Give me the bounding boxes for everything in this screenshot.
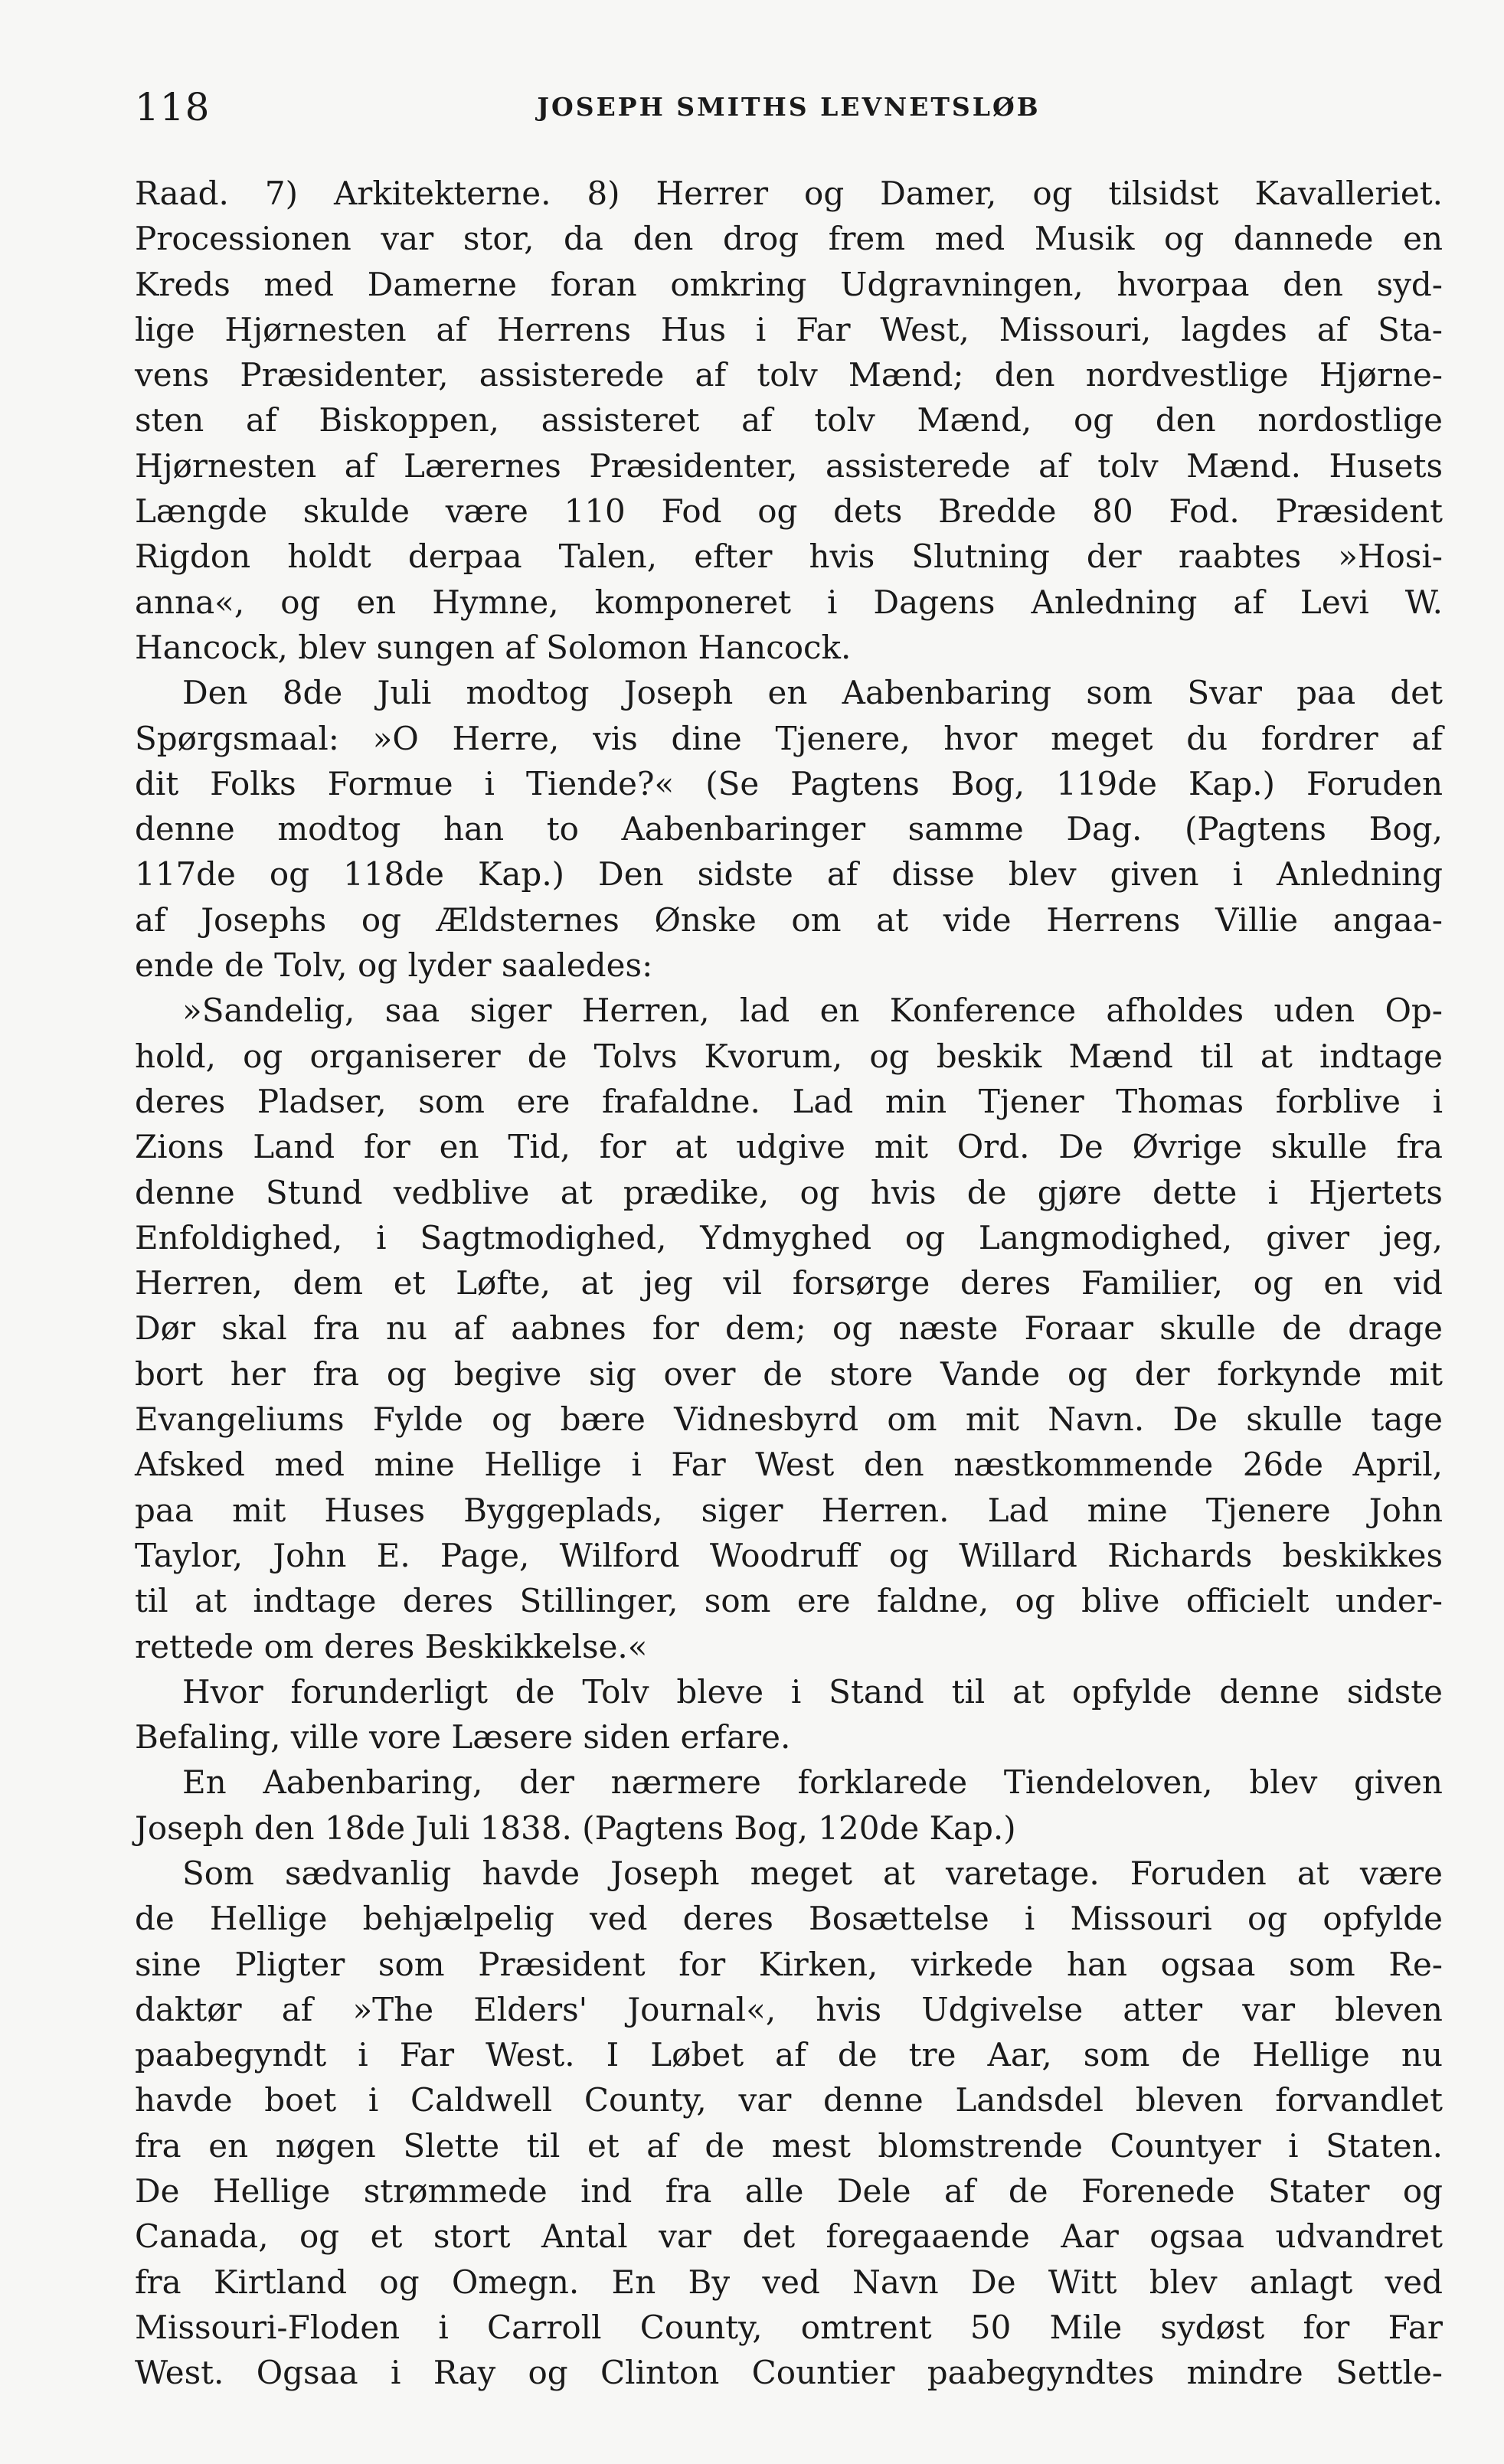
text-line <box>135 1034 1443 1079</box>
text-line-content: daktør af »The Elders' Journal«, hvis Udgivelse atter var bleven <box>135 1990 1443 2028</box>
text-line-content: Dør skal fra nu af aabnes for dem; og næste Foraar skulle de drage <box>135 1309 1443 1348</box>
text-line <box>135 1079 1443 1124</box>
text-line <box>135 216 1443 261</box>
text-line-content: deres Pladser, som ere frafaldne. Lad min Tjener Thomas forblive i <box>135 1082 1443 1120</box>
text-line-content: fra en nøgen Slette til et af de mest blomstrende Countyer i Staten. <box>135 2126 1443 2165</box>
text-line-content: af Josephs og Ældsternes Ønske om at vide Herrens Villie angaa- <box>135 900 1443 939</box>
text-line-content: »Sandelig, saa siger Herren, lad en Konference afholdes uden Op- <box>182 992 1443 1030</box>
text-line <box>135 2214 1443 2259</box>
text-line <box>135 1260 1443 1306</box>
text-line-content: Zions Land for en Tid, for at udgive mit Ord. De Øvrige skulle fra <box>135 1128 1443 1166</box>
text-line <box>135 171 1443 216</box>
page-number: 118 <box>135 85 211 129</box>
text-line-content: anna«, og en Hymne, komponeret i Dagens Anledning af Levi W. <box>135 583 1443 621</box>
text-line-content: sten af Biskoppen, assisteret af tolv Mænd, og den nordostlige <box>135 401 1443 440</box>
text-line-content: Raad. 7) Arkitekterne. 8) Herrer og Damer, og tilsidst Kavalleriet. <box>135 175 1443 212</box>
text-line <box>135 307 1443 352</box>
body-text <box>135 171 1443 2396</box>
text-line-content: ende de Tolv, og lyder saaledes: <box>135 946 653 985</box>
text-line <box>135 1170 1443 1215</box>
text-line <box>135 1351 1443 1397</box>
text-line <box>135 1896 1443 1941</box>
text-line <box>135 1124 1443 1169</box>
text-line-content: Herren, dem et Løfte, at jeg vil forsørge deres Familier, og en vid <box>135 1264 1443 1302</box>
text-line <box>135 1215 1443 1260</box>
text-line <box>135 670 1443 715</box>
text-line <box>135 1714 1443 1760</box>
text-line-content: Som sædvanlig havde Joseph meget at varetage. Foruden at være <box>182 1854 1443 1892</box>
text-line <box>135 2168 1443 2214</box>
text-line-content: dit Folks Formue i Tiende?« (Se Pagtens Bog, 119de Kap.) Foruden <box>135 764 1443 802</box>
text-line <box>135 262 1443 307</box>
text-line-content: Joseph den 18de Juli 1838. (Pagtens Bog, 120de Kap.) <box>135 1809 1016 1847</box>
text-line <box>135 988 1443 1033</box>
text-line-content: Canada, og et stort Antal var det foregaaende Aar ogsaa udvandret <box>135 2217 1443 2256</box>
text-line-content: Den 8de Juli modtog Joseph en Aabenbaring som Svar paa det <box>182 674 1443 712</box>
text-line-content: paa mit Huses Byggeplads, siger Herren. Lad mine Tjenere John <box>135 1491 1443 1529</box>
text-line-content: de Hellige behjælpelig ved deres Bosættelse i Missouri og opfylde <box>135 1900 1443 1938</box>
text-line <box>135 1442 1443 1487</box>
text-line-content: Enfoldighed, i Sagtmodighed, Ydmyghed og Langmodighed, giver jeg, <box>135 1218 1443 1257</box>
text-line <box>135 2077 1443 2123</box>
text-line <box>135 397 1443 443</box>
text-line <box>135 352 1443 397</box>
text-line <box>135 1578 1443 1623</box>
text-line <box>135 580 1443 625</box>
text-line <box>135 851 1443 897</box>
text-line-content: denne modtog han to Aabenbaringer samme Dag. (Pagtens Bog, <box>135 810 1443 848</box>
page-header <box>135 80 1443 134</box>
text-line <box>135 1942 1443 1987</box>
text-line <box>135 1851 1443 1896</box>
text-line <box>135 1987 1443 2032</box>
text-line <box>135 943 1443 988</box>
text-line <box>135 2260 1443 2305</box>
text-line-content: fra Kirtland og Omegn. En By ved Navn De Witt blev anlagt ved <box>135 2263 1443 2301</box>
text-line <box>135 1669 1443 1714</box>
text-line-content: vens Præsidenter, assisterede af tolv Mænd; den nordvestlige Hjørne- <box>135 356 1443 394</box>
text-line <box>135 1306 1443 1351</box>
text-line <box>135 1806 1443 1851</box>
text-line <box>135 2123 1443 2168</box>
text-line <box>135 806 1443 851</box>
text-line-content: Hjørnesten af Lærernes Præsidenter, assisterede af tolv Mænd. Husets <box>135 446 1443 485</box>
text-line-content: Missouri-Floden i Carroll County, omtrent 50 Mile sydøst for Far <box>135 2308 1443 2346</box>
text-line-content: West. Ogsaa i Ray og Clinton Countier paabegyndtes mindre Settle- <box>135 2354 1443 2392</box>
text-line <box>135 489 1443 534</box>
text-line-content: havde boet i Caldwell County, var denne Landsdel bleven forvandlet <box>135 2081 1443 2119</box>
text-line-content: En Aabenbaring, der nærmere forklarede Tiendeloven, blev given <box>182 1763 1443 1802</box>
text-line-content: Længde skulde være 110 Fod og dets Bredde 80 Fod. Præsident <box>135 492 1443 531</box>
text-line-content: paabegyndt i Far West. I Løbet af de tre Aar, som de Hellige nu <box>135 2036 1443 2074</box>
text-line <box>135 1760 1443 1805</box>
text-line-content: til at indtage deres Stillinger, som ere faldne, og blive officielt under- <box>135 1582 1443 1620</box>
text-line <box>135 2032 1443 2077</box>
text-line-content: Afsked med mine Hellige i Far West den næstkommende 26de April, <box>135 1446 1443 1484</box>
text-line <box>135 625 1443 670</box>
text-line-content: denne Stund vedblive at prædike, og hvis de gjøre dette i Hjertets <box>135 1173 1443 1211</box>
text-line <box>135 761 1443 806</box>
text-line <box>135 716 1443 761</box>
text-line <box>135 1624 1443 1669</box>
text-line-content: hold, og organiserer de Tolvs Kvorum, og beskik Mænd til at indtage <box>135 1037 1443 1075</box>
text-line-content: Hancock, blev sungen af Solomon Hancock. <box>135 628 852 666</box>
text-line-content: Kreds med Damerne foran omkring Udgravningen, hvorpaa den syd- <box>135 265 1443 303</box>
text-line <box>135 2350 1443 2395</box>
text-line <box>135 534 1443 579</box>
text-line-content: bort her fra og begive sig over de store Vande og der forkynde mit <box>135 1355 1443 1393</box>
text-line-content: Spørgsmaal: »O Herre, vis dine Tjenere, hvor meget du fordrer af <box>135 719 1443 757</box>
text-line-content: Taylor, John E. Page, Wilford Woodruff og Willard Richards beskikkes <box>135 1536 1443 1574</box>
text-line-content: Befaling, ville vore Læsere siden erfare. <box>135 1718 791 1756</box>
text-line <box>135 443 1443 489</box>
text-line-content: lige Hjørnesten af Herrens Hus i Far West, Missouri, lagdes af Sta- <box>135 310 1443 348</box>
text-line-content: Hvor forunderligt de Tolv bleve i Stand til at opfylde denne sidste <box>182 1672 1443 1711</box>
text-line-content: rettede om deres Beskikkelse.« <box>135 1627 648 1665</box>
text-line-content: Evangeliums Fylde og bære Vidnesbyrd om mit Navn. De skulle tage <box>135 1400 1443 1439</box>
text-line <box>135 1533 1443 1578</box>
text-line-content: De Hellige strømmede ind fra alle Dele af de Forenede Stater og <box>135 2172 1443 2211</box>
text-line <box>135 1488 1443 1533</box>
text-line <box>135 2305 1443 2350</box>
running-title: JOSEPH SMITHS LEVNETSLØB <box>537 92 1041 122</box>
text-line-content: Processionen var stor, da den drog frem med Musik og dannede en <box>135 220 1443 258</box>
text-line-content: sine Pligter som Præsident for Kirken, virkede han ogsaa som Re- <box>135 1945 1443 1983</box>
text-line-content: Rigdon holdt derpaa Talen, efter hvis Slutning der raabtes »Hosi- <box>135 538 1443 576</box>
text-line <box>135 897 1443 943</box>
text-line <box>135 1397 1443 1442</box>
text-line-content: 117de og 118de Kap.) Den sidste af disse blev given i Anledning <box>135 855 1443 894</box>
